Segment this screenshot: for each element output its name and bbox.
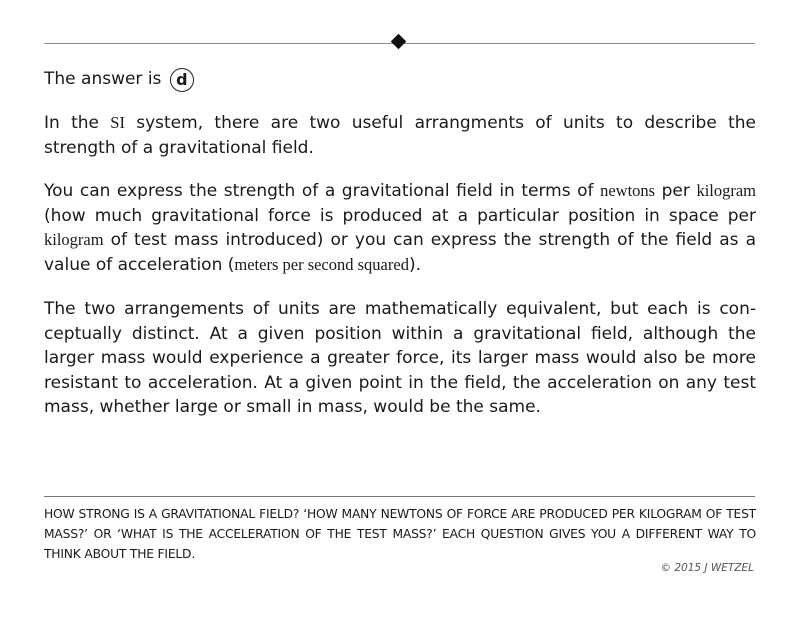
- unit-kilogram: kilogram: [44, 230, 104, 249]
- unit-newtons: newtons: [600, 181, 656, 200]
- text-run: system, there are two useful arrangments of units to describe the strength of a gravitational field.: [44, 113, 756, 158]
- text-run: per: [655, 181, 697, 201]
- paragraph-units-explanation: [44, 179, 756, 277]
- caption-text: HOW STRONG IS A GRAVITATIONAL FIELD? ‘HOW MANY NEWTONS OF FORCE ARE PRODUCED PER KILOGRAM OF TEST MASS?’ OR ‘WHAT IS THE ACCELERATION OF THE TEST MASS?’ EACH QUESTION GIVES YOU A DIFFERENT WAY TO THINK ABOUT THE FIELD.: [44, 507, 756, 561]
- text-run: ).: [408, 254, 421, 275]
- paragraph-equivalence: The two arrangements of units are mathematically equivalent, but each is conceptually distinct. At a given position within a gravitational field, although the larger mass would experience a greater force, its larger mass would also be more resistant to acceleration. At a given point in the field, the acceleration on any test mass, whether large or small in mass, would be the same.: [44, 299, 756, 417]
- caption-divider-rule: [44, 496, 755, 497]
- text-run: (how much gravitational force is produced at a particular position in space per: [44, 205, 756, 226]
- text-run: You can express the strength of a gravitational field in terms of: [44, 181, 601, 201]
- unit-kilogram: kilogram: [696, 181, 757, 200]
- paragraph-si-intro: [44, 111, 756, 160]
- copyright-notice: © 2015 J WETZEL: [660, 562, 754, 574]
- circled-answer-letter-icon: d: [170, 68, 194, 92]
- diamond-ornament-icon: [391, 34, 407, 50]
- unit-meters-per-second-squared: meters per second squared: [234, 254, 409, 274]
- answer-prefix: The answer is: [44, 69, 162, 89]
- text-run: In the: [44, 113, 111, 133]
- text-run: of test mass introduced) or you can express the strength of the field as a value of acceleration (: [44, 230, 756, 275]
- si-term: SI: [110, 113, 125, 132]
- answer-line: [44, 68, 194, 92]
